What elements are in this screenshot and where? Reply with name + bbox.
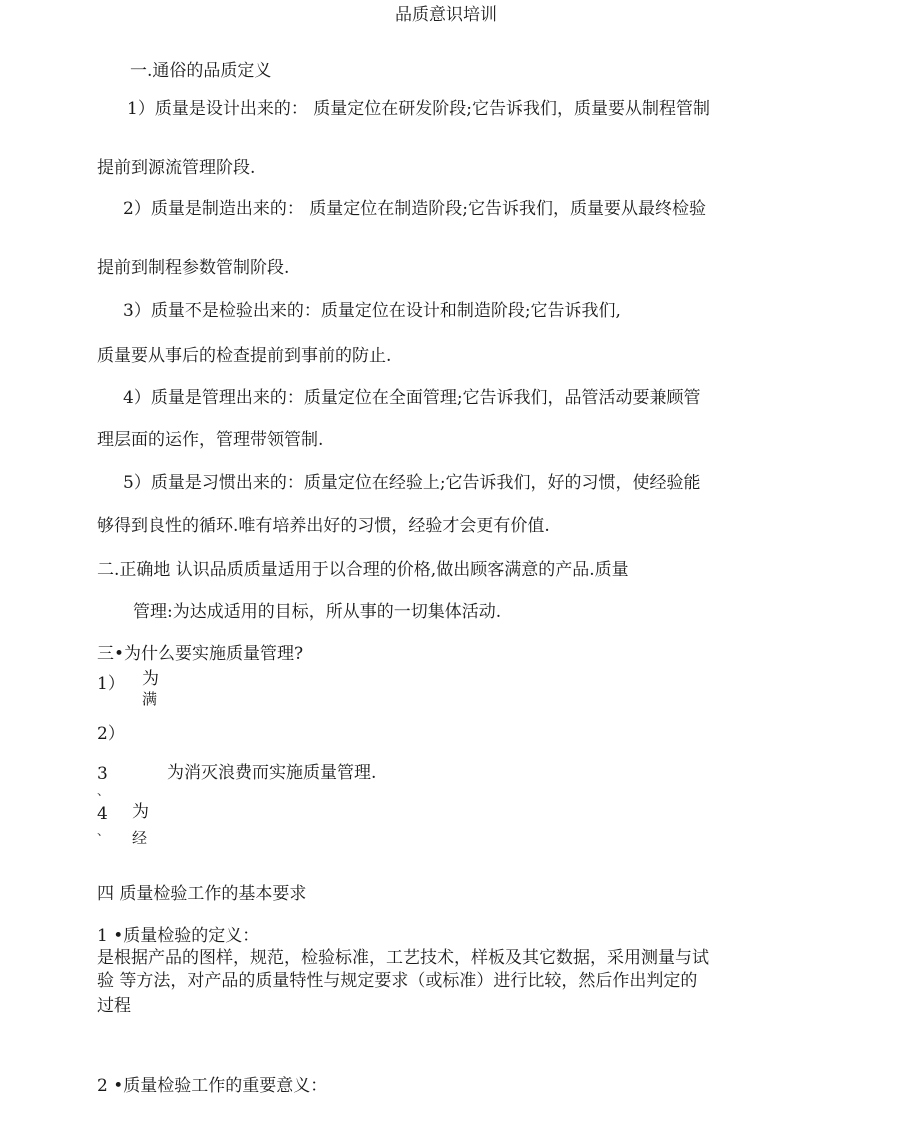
section4-item2-title: 2 •质量检验工作的重要意义： (97, 1076, 328, 1096)
section1-item4-line1: 4）质量是管理出来的：质量定位在全面管理;它告诉我们，品管活动要兼顾管 (123, 388, 701, 408)
section4-item1-body-line2: 验 等方法，对产品的质量特性与规定要求（或标准）进行比较，然后作出判定的 (97, 971, 698, 991)
section1-item1-line1: 1）质量是设计出来的： 质量定位在研发阶段;它告诉我们，质量要从制程管制 (127, 99, 710, 119)
section3-item2-number: 2） (97, 724, 125, 744)
section3-item4-text-cut: 经 (132, 829, 148, 847)
section4-item1-body-line1: 是根据产品的图样，规范，检验标准，工艺技术，样板及其它数据，采用测量与试 (97, 948, 709, 968)
section3-item1-text-cut: 满 (142, 690, 158, 708)
section1-item2-line2: 提前到制程参数管制阶段. (97, 258, 290, 278)
section3-item3-tick: 、 (97, 784, 110, 798)
document-title: 品质意识培训 (395, 5, 497, 25)
section3-item1-number: 1） (97, 674, 125, 694)
section3-item3-number: 3 (97, 764, 108, 784)
section3-item1-text: 为 (142, 669, 159, 689)
section1-item5-line1: 5）质量是习惯出来的：质量定位在经验上;它告诉我们，好的习惯，使经验能 (123, 473, 701, 493)
section1-item1-line2: 提前到源流管理阶段. (97, 158, 256, 178)
section2-line1: 二.正确地 认识品质质量适用于以合理的价格,做出顾客满意的产品.质量 (97, 560, 629, 580)
section4-item1-title: 1 •质量检验的定义： (97, 926, 260, 946)
section1-item4-line2: 理层面的运作，管理带领管制. (97, 430, 324, 450)
section1-item3-line1: 3）质量不是检验出来的：质量定位在设计和制造阶段;它告诉我们, (123, 301, 621, 321)
section1-item3-line2: 质量要从事后的检查提前到事前的防止. (97, 346, 392, 366)
section3-item4-text: 为 (132, 802, 149, 822)
section3-item4-number: 4 (97, 804, 108, 824)
section3-item3-text: 为消灭浪费而实施质量管理. (167, 763, 377, 783)
section1-heading: 一.通俗的品质定义 (130, 61, 272, 81)
section1-item5-line2: 够得到良性的循环.唯有培养出好的习惯，经验才会更有价值. (97, 516, 550, 536)
section4-item1-body-line3: 过程 (97, 996, 131, 1016)
section3-item4-tick: 、 (97, 824, 110, 838)
section1-item2-line1: 2）质量是制造出来的： 质量定位在制造阶段;它告诉我们，质量要从最终检验 (123, 199, 706, 219)
section3-heading: 三•为什么要实施质量管理? (97, 644, 304, 664)
section2-line2: 管理:为达成适用的目标，所从事的一切集体活动. (133, 602, 502, 622)
section4-heading: 四 质量检验工作的基本要求 (97, 884, 307, 904)
